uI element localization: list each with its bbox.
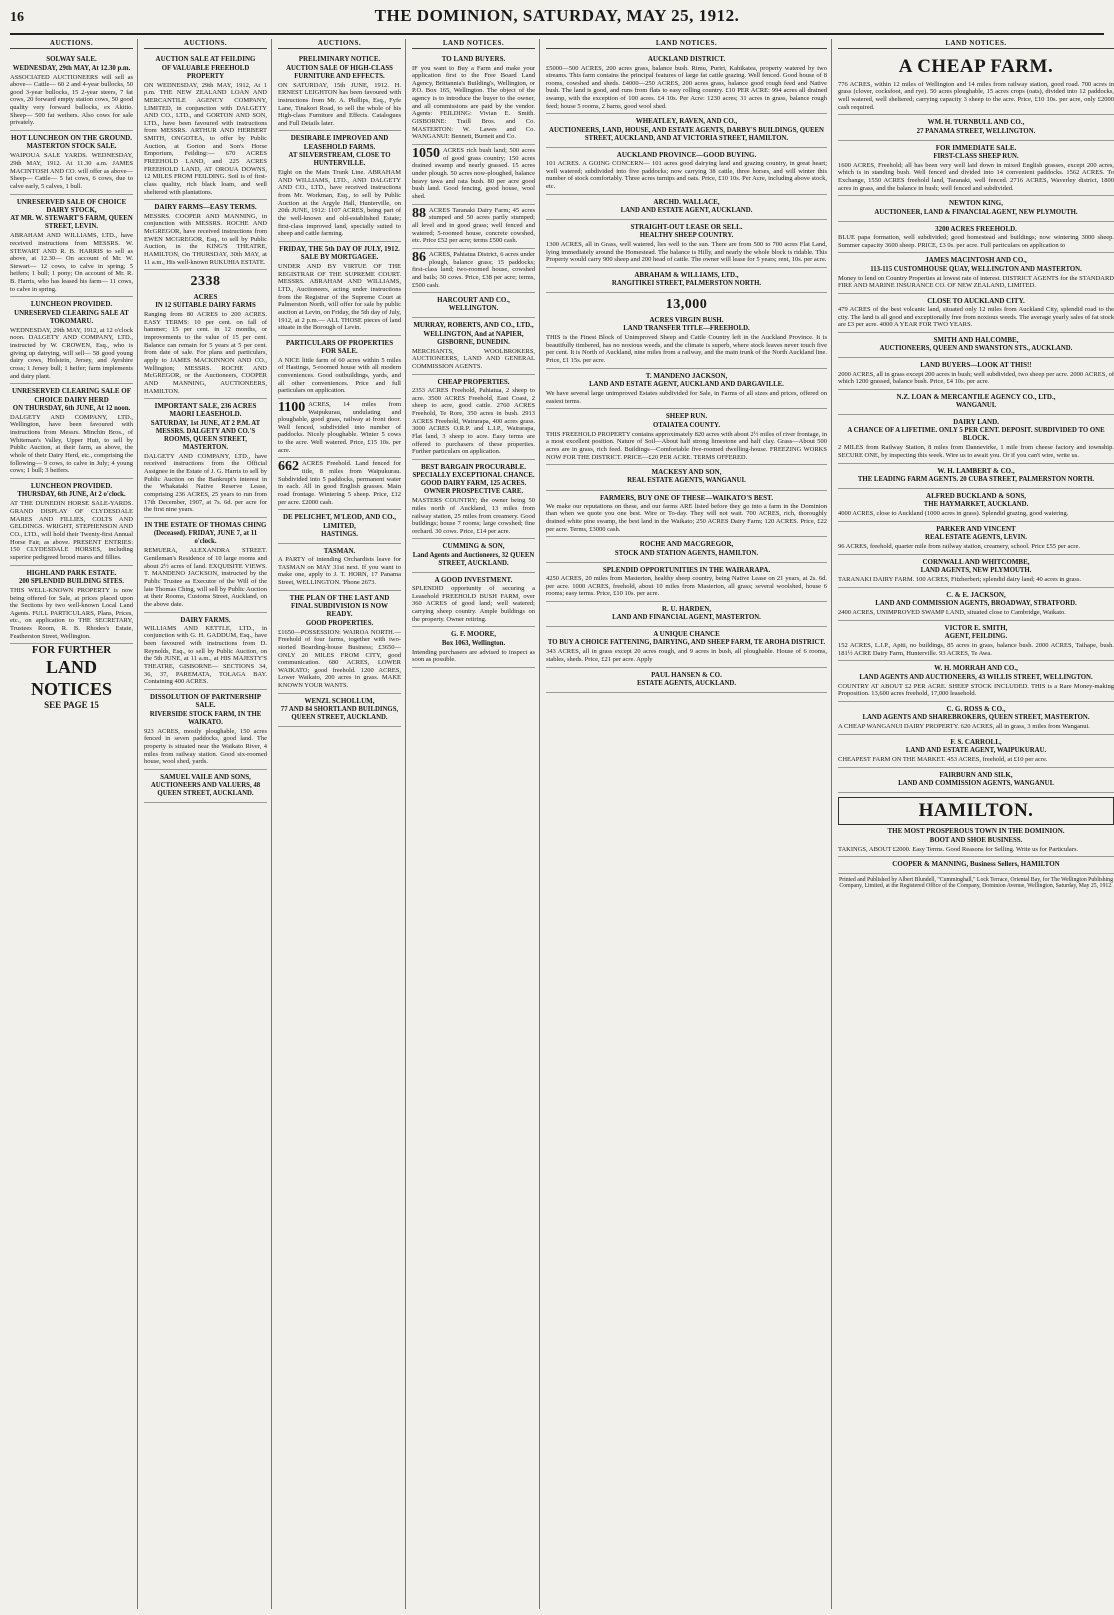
advertisement (546, 602, 827, 627)
ad-heading: COOPER & MANNING, Business Sellers, HAMILTON (892, 860, 1060, 869)
ad-subheading: REAL ESTATE AGENTS, LEVIN. (925, 534, 1027, 542)
advertisement (144, 690, 267, 770)
ad-subheading: THE HAYMARKET, AUCKLAND. (923, 501, 1029, 509)
advertisement (838, 768, 1114, 793)
ad-heading: G. F. MOORE, (450, 630, 497, 639)
ad-heading: IN THE ESTATE OF THOMAS CHING (144, 521, 267, 530)
ad-heading: TO LAND BUYERS. (441, 55, 506, 64)
ad-body-text: Intending purchasers are advised to inspect as soon as possible. (412, 648, 535, 664)
ad-body-text: UNDER AND BY VIRTUE OF THE REGISTRAR OF THE SUPREME COURT. MESSRS. ABRAHAM AND WILLIAMS, LTD., Auctioneers, acting under instructions from the Registrar of the Supreme Court at Palmerston North, will offer for sale by public auction at Levin, on Friday, the 5th day of July, 1912, at 2 p.m.— ALL THOSE pieces of land situate in the Borough of Levin. (278, 263, 401, 332)
ad-heading: WHEATLEY, RAVEN, AND CO., (635, 117, 738, 126)
column-heading: LAND NOTICES. (546, 39, 827, 49)
ad-heading: T. MANDENO JACKSON, (645, 371, 728, 380)
ad-heading: MURRAY, ROBERTS, AND CO., LTD., (413, 321, 534, 330)
ad-subheading: SATURDAY, 1st JUNE, AT 2 P.M. AT MESSRS. DALGETY AND CO.'S ROOMS, QUEEN STREET, MASTERTON. (150, 419, 261, 451)
ad-body-text: 2353 ACRES Freehold, Pahiatua, 2 sheep to acre. 3500 ACRES Freehold, East Coast, 2 sheep to acre, good cattle. 2760 ACRES Freehold, Te Rore, 350 acres in bush. 2913 ACRES Freehold, Wairarapa, 400 acres grass. 3000 ACRES O.R.P. and L.I.P., Wairarapa, Flat land, 3 sheep to acre. Easy terms are offered to purchasers of these properties. Further particulars on application. (412, 386, 535, 456)
ad-body-text: REMUERA, ALEXANDRA STREET. Gentleman's Residence of 10 large rooms and about 2½ acres of land. EXQUISITE VIEWS. T. MANDENO JACKSON, instructed by the Public Trustee as Executor of the Will of the late Thomas Ching, will sell by Public Auction at their Rooms, Customs Street, Auckland, on the above date. (144, 547, 267, 608)
ad-subheading: WEDNESDAY, 29th MAY, At 12.30 p.m. (12, 64, 131, 72)
ad-heading: PRELIMINARY NOTICE. (298, 55, 381, 64)
ad-heading: SAMUEL VAILE AND SONS, (160, 772, 251, 781)
ad-subheading: AUCTIONEER, LAND & FINANCIAL AGENT, NEW PLYMOUTH. (874, 208, 1078, 216)
ad-body-text: WEDNESDAY, 29th MAY, 1912, at 12 o'clock noon. DALGETY AND COMPANY, LTD., instructed by W. CROWEN, Esq., who is giving up dairying, will sell— 58 good young dairy cows, Holstein, Jersey, and Ayrshire cross; 1 Jersey bull; 1 heifer; farm implements and dairy plant. (10, 326, 133, 380)
advertisement (838, 621, 1114, 662)
advertisement (838, 415, 1114, 464)
ad-body-text: THIS FREEHOLD PROPERTY contains approximately 820 acres with about 2½ miles of river frontage, in a most excellent position. Nature of Soil—About half strong limestone and half clay. Grass—About 500 acres are in grass, rich feed. Buildings—Comfortable five-roomed dwelling-house. FREEZING WORKS NOW FOR THE DISTRICT. PRICE—£20 PER ACRE. TERMS OFFERED. (546, 430, 827, 461)
ad-subheading: UNRESERVED CLEARING SALE AT TOKOMARU. (14, 309, 129, 325)
ad-heading: WENZL SCHOLLUM, (304, 696, 375, 705)
ad-body-text: DALGETY AND COMPANY, LTD., Wellington, have been favoured with instructions from Messrs. Minchin Bros., of Whiteman's Valley, Upper Hutt, to sell by Public Auction, at their farm, as above, the whole of their Dairy Herd, etc., comprising the following— 9 cows, to calve in July; 4 young cows; 1 bull; 3 heifers. (10, 413, 133, 475)
ad-heading: TASMAN. (323, 546, 356, 555)
column-5 (546, 39, 832, 1609)
ad-heading: 3200 ACRES FREEHOLD. (935, 224, 1017, 233)
ad-heading: MACKESY AND SON, (651, 468, 722, 477)
advertisement (278, 694, 401, 727)
advertisement (412, 573, 535, 628)
ad-subheading: AUCTIONEERS, LAND, HOUSE, AND ESTATE AGENTS, DARBY'S BUILDINGS, QUEEN STREET, AUCKLAND, AND AT VICTORIA STREET, HAMILTON. (549, 126, 824, 142)
ad-lot-number: 1050 (412, 146, 440, 162)
ad-body-text: 776 ACRES, within 12 miles of Wellington and 14 miles from railway station, good road. 700 acres in grass (clover, cocksfoot, and rye). 50 acres ploughable, 15 acres crops (oats), divided into 12 paddocks, well watered, well sheltered; carrying capacity 3 sheep to the acre. Price, £10 10s. per acre, only £2000 cash required. (838, 80, 1114, 111)
advertisement (278, 544, 401, 591)
ad-heading: FAIRBURN AND SILK, (939, 770, 1013, 779)
advertisement (412, 318, 535, 374)
ad-body-text: ACRES Freehold. Land fenced for title, 8 miles from Waipukurau. Subdivided into 5 paddocks, permanent water in each. All in good English grasses. Main road frontage. Wintering 5 sheep. Price, £12 per acre. £2000 cash. (278, 460, 401, 506)
ad-subheading: GOOD PROPERTIES. (305, 619, 374, 627)
ad-subheading: LAND TRANSFER TITLE—FREEHOLD. (623, 325, 750, 333)
ad-body-text: Eight on the Main Trunk Line. ABRAHAM AND WILLIAMS, LTD., AND DALGETY AND CO., LTD., have received instructions from Mr. Workman, Esq., to sell by Public Auction at the Argyle Hall, Hunterville, on 20th JUNE, 1912: 1107 ACRES, being part of the well-known and old-established Estate; first-class improved land, specially suited to sheep and cattle farming. (278, 169, 401, 238)
advertisement (144, 52, 267, 200)
ad-subheading: SALE BY MORTGAGEE. (300, 254, 379, 262)
ad-heading: ARCHD. WALLACE, (653, 197, 720, 206)
ad-subheading: LAND AGENTS, NEW PLYMOUTH. (920, 567, 1032, 575)
advertisement (546, 491, 827, 538)
ad-body-text: AT THE DUNEDIN HORSE SALE-YARDS. GRAND DISPLAY OF CLYDESDALE MARES AND FILLIES, COLTS AND GELDINGS. WRIGHT, STEPHENSON AND CO., LTD., will hold their Twenty-first Annual Horse Fair, as above. PRESENT ENTRIES: 150 CLYDESDALE HORSES, including superior pedigreed brood mares and fillies. (10, 500, 133, 561)
ad-heading: AUCTION SALE AT FEILDING (155, 55, 256, 64)
advertisement (412, 249, 535, 293)
ad-subheading: WELLINGTON. (448, 305, 499, 313)
advertisement (838, 464, 1114, 489)
ad-heading: VICTOR E. SMITH, (944, 623, 1008, 632)
advertisement (412, 145, 535, 205)
column-6 (838, 39, 1114, 1609)
ad-body-text: 343 ACRES, all in grass except 20 acres rough, and 9 acres in bush, all ploughable. House of 6 rooms, stables, sheds. Price, £21 per acre. Apply (546, 648, 827, 664)
ad-body-text: WILLIAMS AND KETTLE, LTD., in conjunction with G. H. GADDUM, Esq., have been favoured with instructions from D. Reynolds, Esq., to sell by Public Auction, on the 5th JUNE, at 11 a.m., at HIS MAJESTY'S THEATRE, GISBORNE— SECTIONS 34, 36, 37, PAREMATA, TOLAGA BAY. Containing 400 ACRES. (144, 624, 267, 686)
printer-imprint: Printed and Published by Albert Blundell, "Cumminghall," Lock Terrace, Oriental Bay, for The Wellington Publishing Company, Limited, at the Registered Office of the Company, Dominion Avenue, Wellington, Saturday, May 25, 1912. (839, 876, 1113, 890)
ad-subheading: 27 PANAMA STREET, WELLINGTON. (916, 127, 1036, 135)
ad-heading: LUNCHEON PROVIDED. (30, 300, 113, 309)
ad-heading: NEWTON KING, (949, 199, 1003, 208)
further-notices-line: LAND NOTICES (30, 657, 113, 699)
advertisement (144, 270, 267, 399)
ad-body-text: 1300 ACRES, all in Grass, well watered, lies well to the sun. There are from 500 to 700 acres Flat Land, lying immediately around the Homestead. The balance is Hilly, and nearly the whole block is ridable. This Property would carry 900 sheep and 200 head of cattle. The owner will lease for 5 years; rent, 10s. per acre. (546, 241, 827, 264)
ad-subheading: AUCTIONEERS, QUEEN AND SWANSTON STS., AUCKLAND. (879, 345, 1073, 353)
advertisement (412, 52, 535, 145)
ad-body-text: 2 MILES from Railway Station, 8 miles from Dannevirke, 1 mile from cheese factory and township. SECURE ONE, by inspecting this week. Wire us to await you. Or if you can't wire, write us. (838, 444, 1114, 460)
page-title: THE DOMINION, SATURDAY, MAY 25, 1912. (374, 6, 740, 25)
ad-body-text: ACRES Taranaki Dairy Farm; 45 acres stumped and 50 acres partly stumped; all level and in good grass; well fenced and watered; 5-roomed house, concrete cowshed, etc. Price £52 per acre; terms £500 cash. (412, 206, 535, 245)
advertisement (144, 399, 267, 518)
ad-body-text: 923 ACRES, mostly ploughable, 150 acres fenced in seven paddocks, good land. The property is situated near the Waikato River, 4 miles from railway station. Good six-roomed house, wool shed, yards. (144, 727, 267, 766)
further-notices-box (10, 644, 133, 710)
ad-heading: ALFRED BUCKLAND & SONS, (926, 492, 1026, 501)
ad-subheading: IN 12 SUITABLE DAIRY FARMS (155, 301, 256, 309)
advertisement (838, 857, 1114, 873)
advertisement (546, 409, 827, 465)
ad-heading: AUCKLAND PROVINCE—GOOD BUYING. (616, 150, 757, 159)
ad-body-text: £5000—500 ACRES, 200 acres grass, balance bush. Rimu, Puriri, Kahikatea, property watered by two streams. This farm contains the principal features of large fat cattle grazing. Well fenced. Good house of 8 rooms, cowshed and sheds. £4000—250 ACRES, 200 acres grass, balance good rough feed and Native bush. The land is good, and runs from flats to easy rolling country. £10 PER ACRE: 994 acres all drained swamp, with the exception of 100 acres. £4 10s. Per Acre: 1230 acres; 31 acres in grass, balance rough feed; house 5 rooms, 2 barns, good wool shed. (546, 64, 827, 110)
ad-body-text: 96 ACRES, freehold, quarter mile from railway station, creamery, school. Price £55 per acre. (838, 543, 1080, 551)
ad-body-text: A NICE little farm of 60 acres within 5 miles of Hastings, 5-roomed house with all modern conveniences. Good outbuildings, yards, and all other conveniences. Price and full particulars on application. (278, 356, 401, 395)
advertisement (10, 566, 133, 645)
ad-heading: LAND BUYERS—LOOK AT THIS!! (920, 361, 1032, 370)
advertisement (838, 333, 1114, 358)
ad-subheading: OTAIATEA COUNTY. (652, 421, 721, 429)
advertisement (10, 195, 133, 298)
ad-subheading: BOOT AND SHOE BUSINESS. (929, 836, 1023, 844)
ad-subheading: HEALTHY SHEEP COUNTRY. (639, 232, 734, 240)
ad-subheading: LAND AND ESTATE AGENT, AUCKLAND AND DARGAVILLE. (589, 381, 784, 389)
advertisement (278, 458, 401, 510)
ad-body-text: COUNTRY AT ABOUT £2 PER ACRE. SHEEP STOCK INCLUDED. THIS is a Rare Money-making Proposition. 13,600 acres freehold, 17,000 leasehold. (838, 682, 1114, 698)
ad-body-text: We have several large unimproved Estates subdivided for Sale, in Farms of all sizes and prices, offered on easiest terms. (546, 390, 827, 405)
ad-heading: UNRESERVED CLEARING SALE OF CHOICE DAIRY HERD (12, 387, 131, 404)
advertisement (546, 52, 827, 114)
ad-heading: DAIRY LAND. (953, 418, 999, 427)
ad-heading: R. U. HARDEN, (661, 604, 712, 613)
ad-body-text: THIS is the Finest Block of Unimproved Sheep and Cattle Country left in the Auckland Province. It is beautifully timbered, has no noxious weeds, and the climate is superb, where stock leaves never touch five per cent. It is North of Auckland, nine miles from a railway, and the main trunk of the North Auckland line. Price, £1 15s. per acre. (546, 334, 827, 365)
column-heading: AUCTIONS. (10, 39, 133, 49)
ad-heading: PAUL HANSEN & CO. (651, 670, 722, 679)
ad-heading: F. S. CARROLL, (950, 737, 1002, 746)
ad-heading: DAIRY FARMS—EASY TERMS. (154, 203, 257, 212)
ad-body-text: ACRES, Pahiatua District, 6 acres under plough, balance grass; 15 paddocks; first-class land; two-roomed house, cowshed and bails; 30 cows. Price, £38 per acre; terms, £500 cash. (412, 250, 535, 289)
advertisement (10, 384, 133, 479)
ad-heading: WM. H. TURNBULL AND CO., (927, 118, 1025, 127)
ad-body-text: MERCHANTS, WOOLBROKERS, AUCTIONEERS, LAND AND GENERAL COMMISSION AGENTS. (412, 347, 535, 371)
ad-subheading: THE LEADING FARM AGENTS. 20 CUBA STREET, PALMERSTON NORTH. (857, 476, 1095, 483)
ad-heading: DESIRABLE IMPROVED AND LEASEHOLD FARMS. (290, 134, 389, 151)
ad-heading: UNRESERVED SALE OF CHOICE DAIRY STOCK, (16, 197, 127, 214)
ad-subheading: A CHANCE OF A LIFETIME. ONLY 5 PER CENT. DEPOSIT. SUBDIVIDED TO ONE BLOCK. (847, 427, 1105, 443)
ad-body-text: We make our reputations on these, and our farms ARE listed before they go into a farm in the Dominion than when we quote you one best. Wire or To-day. They will not wait. 700 ACRES, rich, thoroughly drained white pine swamp, the best land in the Waikato; 250 ACRES Dairy Farm; 120 ACRES. Price, £22 per acre. Terms, £3000 cash. (546, 502, 827, 533)
ad-subheading: ON THURSDAY, 6th JUNE, At 12 noon. (12, 404, 131, 412)
ad-body-text: 152 ACRES, L.I.P., Apiti, no buildings, 85 acres in grass, balance bush. 2000 ACRES, Taihape, bush. 181½ ACRE Dairy Farm, Hunterville. 93 ACRES, Te Awa. (838, 641, 1114, 657)
ad-subheading: RIVERSIDE STOCK FARM, IN THE WAIKATO. (149, 710, 262, 726)
advertisement (278, 399, 401, 459)
ad-subheading: LAND AND COMMISSION AGENTS, BROADWAY, STRATFORD. (875, 600, 1077, 608)
ad-subheading: ESTATE AGENTS, AUCKLAND. (636, 679, 737, 687)
ad-body-text: ON SATURDAY, 15th JUNE, 1912. H. ERNEST LEIGHTON has been favoured with instructions from Mr. A. Phillips, Esq., Fyfe Lane, Tinakori Road, to sell the whole of his High-class Furniture and Effects. Catalogues and Full Details later. (278, 81, 401, 127)
ad-heading: W. H. MORRAH AND CO., (934, 664, 1018, 673)
advertisement (546, 148, 827, 195)
ad-lot-number: 88 (412, 205, 426, 221)
ad-heading: ACRES VIRGIN BUSH. (649, 315, 724, 324)
ad-body-text: 4000 ACRES, close to Auckland (1000 acres in grass). Splendid grazing, good watering. (838, 510, 1069, 518)
advertisement (144, 200, 267, 270)
ad-heading: FARMERS, BUY ONE OF THESE—WAIKATO'S BEST. (600, 493, 773, 502)
ad-subheading: LAND AND ESTATE AGENT, WAIPUKURAU. (905, 747, 1047, 755)
advertisement (838, 522, 1114, 555)
advertisement (838, 222, 1114, 254)
ad-body-text: 479 ACRES of the best volcanic land, situated only 12 miles from Auckland City, splendid road to the city. The land is all good and exceptionally free from noxious weeds. The average yearly sales of fat stock are £3 per acre. 4000 A YEAR FOR TWO YEARS. (838, 306, 1114, 329)
ad-body-text: ON WEDNESDAY, 29th MAY, 1912, At 1 p.m. THE NEW ZEALAND LOAN AND MERCANTILE AGENCY COMPANY, LIMITED, in conjunction with DALGETY AND CO., LTD., and GORTON AND SON, LTD., have been favoured with instructions from MESSRS. ARTHUR AND HERBERT SMITH, ONGOTEA, to offer by Public Auction, at Gorton and Son's Horse Emporium, Feilding:— 670 ACRES FREEHOLD LAND, and 225 ACRES FREEHOLD LAND, AT OROUA DOWNS, 12 MILES FROM FEILDING. Soil is of first-class quality, rich black loam, and well sheltered with plantations. (144, 81, 267, 196)
ad-body-text: 2400 ACRES, UNIMPROVED SWAMP LAND, situated close to Cambridge, Waikato. (838, 609, 1066, 617)
ad-heading: ROCHE AND MACGREGOR, (639, 540, 734, 549)
advertisement (10, 479, 133, 566)
ad-subheading: FIRST-CLASS SHEEP RUN. (933, 152, 1019, 160)
advertisement (412, 293, 535, 318)
ad-heading: DISSOLUTION OF PARTNERSHIP SALE. (150, 693, 261, 710)
ad-lot-number: 86 (412, 249, 426, 265)
advertisement (278, 242, 401, 336)
ad-subheading: TO BUY A CHOICE FATTENING, DAIRYING, AND SHEEP FARM, TE AROHA DISTRICT. (547, 639, 826, 647)
column-heading: AUCTIONS. (278, 39, 401, 49)
column-4 (412, 39, 540, 1609)
advertisement (838, 358, 1114, 390)
advertisement (278, 52, 401, 131)
ad-heading: IMPORTANT SALE, 236 ACRES MAORI LEASEHOLD. (154, 402, 257, 419)
ad-subheading: REAL ESTATE AGENTS, WANGANUI. (627, 477, 746, 485)
advertisement (278, 591, 401, 694)
ad-subheading: LAND AND ESTATE AGENT, AUCKLAND. (620, 206, 753, 214)
advertisement (10, 297, 133, 384)
advertisement (838, 196, 1114, 221)
column-1 (10, 39, 138, 1609)
ad-heading: ABRAHAM & WILLIAMS, LTD., (634, 271, 739, 280)
masthead (10, 6, 1104, 35)
ad-subheading: RANGITIKEI STREET, PALMERSTON NORTH. (611, 280, 762, 288)
advertisement (838, 52, 1114, 115)
advertisement (412, 627, 535, 668)
ad-heading: CHEAP PROPERTIES. (437, 377, 510, 386)
advertisement (546, 268, 827, 293)
ad-heading: SMITH AND HALCOMBE, (933, 336, 1019, 345)
town-banner: HAMILTON. (838, 797, 1114, 825)
ad-heading: C. & E. JACKSON, (946, 590, 1006, 599)
advertisement (546, 563, 827, 602)
ad-subheading: MASTERTON STOCK SALE. (26, 143, 117, 151)
ad-heading: FOR IMMEDIATE SALE. (935, 143, 1017, 152)
ad-body-text: THIS WELL-KNOWN PROPERTY is now being offered for Sale, at prices placed upon the Sections by two well-known Local Land Agents. FULL PARTICULARS, Plans, Prices, etc., on application to THE SECRETARY, Trustees Room, R. B. Rhodes's Estate, Featherston Street, Wellington. (10, 586, 133, 640)
advertisement (546, 220, 827, 268)
ad-heading: SHEEP RUN. (665, 412, 708, 421)
advertisement (546, 114, 827, 147)
ad-heading: C. G. ROSS & CO., (946, 704, 1006, 713)
ad-heading: DE PELICHET, M'LEOD, AND CO., LIMITED, (282, 513, 397, 530)
column-heading: LAND NOTICES. (412, 39, 535, 49)
advertisement (546, 195, 827, 220)
ad-body-text: 4250 ACRES, 20 miles from Masterton, healthy sheep country, being Native Lease on 21 years, at 2s. 6d. per acre. 1000 ACRES, freehold, about 10 miles from Masterton, all grass; several woolshed, house 6 rooms; easy terms. Price, £10 10s. per acre. (546, 574, 827, 598)
ad-body-text: 2000 ACRES, all in grass except 200 acres in bush; well subdivided, two sheep per acre. 2000 ACRES, of which 1200 grassed, balance bush. Price, £4 10s. per acre. (838, 370, 1114, 386)
ad-body-text: 101 ACRES. A GOING CONCERN— 101 acres good dairying land and grazing country, in great heart; well watered; subdivided into five paddocks; now carrying 38 cattle, three horses, and will winter this number of stock comfortably. Three acres turnips and oats. Price, £10 10s. Per Acre, including above stock, etc. (546, 159, 827, 190)
advertisement (412, 460, 535, 540)
advertisement (838, 489, 1114, 522)
ad-body-text: ABRAHAM AND WILLIAMS, LTD., have received instructions from MESSRS. W. STEWART AND R. B. HARRIS to sell as above, at 12.30— On account of Mr. W. Stewart— 12 cows, to calve in spring; 5 heifers; 1 bull; 1 pony; On account of Mr. R. B. Harris, who has leased his farm— 11 cows, to calve in spring. (10, 232, 133, 293)
column-heading: AUCTIONS. (144, 39, 267, 49)
ad-subheading: LAND AGENTS AND AUCTIONEERS, 43 WILLIS STREET, WELLINGTON. (859, 673, 1093, 681)
ad-subheading: OF VALUABLE FREEHOLD PROPERTY (161, 64, 250, 80)
advertisement (412, 205, 535, 249)
advertisement (838, 661, 1114, 702)
further-notices-line: FOR FURTHER (31, 644, 112, 657)
ad-heading: N.Z. LOAN & MERCANTILE AGENCY CO., LTD., (896, 392, 1056, 401)
ad-heading: HOT LUNCHEON ON THE GROUND. (11, 134, 132, 143)
ad-body-text: A CHEAP WANGANUI DAIRY PROPERTY. 620 ACRES, all in grass, 3 miles from Wanganui. (838, 723, 1090, 731)
ad-subheading: 200 SPLENDID BUILDING SITES. (18, 577, 124, 585)
ad-body-text: BLUE papa formation, well subdivided; good homestead and buildings; now wintering 3000 sheep. Summer capacity 3600 sheep. PRICE, £3 0s. per acre. Full particulars on application to (838, 233, 1114, 249)
ad-subheading: LAND AGENTS AND SHAREBROKERS, QUEEN STREET, MASTERTON. (862, 714, 1090, 722)
ad-heading: HIGHLAND PARK ESTATE. (26, 568, 117, 577)
advertisement (838, 702, 1114, 735)
ad-subheading: HASTINGS. (321, 530, 358, 538)
ad-subheading: 113-115 CUSTOMHOUSE QUAY, WELLINGTON AND MASTERTON. (870, 265, 1082, 273)
advertisement (838, 390, 1114, 415)
advertisement (144, 518, 267, 613)
advertisement (278, 510, 401, 544)
ad-subheading: 77 AND 84 SHORTLAND BUILDINGS, QUEEN STREET, AUCKLAND. (280, 706, 399, 722)
advertisement (546, 537, 827, 562)
ad-subheading: AUCTIONEERS AND VALUERS, 48 QUEEN STREET, AUCKLAND. (150, 782, 261, 798)
advertisement (838, 555, 1114, 588)
ad-subheading: STOCK AND STATION AGENTS, HAMILTON. (614, 549, 759, 557)
ad-heading: JAMES MACINTOSH AND CO., (925, 256, 1027, 265)
ad-body-text: Money to lend on Country Properties at lowest rate of interest. DISTRICT AGENTS for the STANDARD FIRE AND MARINE INSURANCE CO. OF NEW ZEALAND, LIMITED. (838, 274, 1114, 290)
ad-heading: AUCKLAND DISTRICT. (647, 55, 726, 64)
ad-body-text: IF you want to Buy a Farm and make your application first to the Free Board Land Agency, Brittannia's Building's, Wellington, or P.O. Box 165, Wellington. The object of the agency is to introduce the buyer to the owner, and all commissions are paid by the vendor. Agents: FEILDING: Vivian E. Smith. GISBORNE: Traill Bros. and Co. MASTERTON: W. Lawes and Co. WANGANUI: Bennett, Burnett and Co. (412, 64, 535, 141)
ad-body-text: DALGETY AND COMPANY, LTD., have received instructions from the Official Assignee in the Estate of J. G. Harris to sell by Public Auction on the Bankrupt's interest in the Whakataki Native Reserve Lease, comprising 236 ACRES, 25 years to run from 17th December, 1907, at 7s. 6d. per acre for the first nine years. (144, 452, 267, 514)
advertisement (546, 668, 827, 693)
advertisement (838, 115, 1114, 140)
ad-body-text: £1650—POSSESSION: WAIROA NORTH.—Freehold of four farms, together with two-storied Boarding-house Business; £3650—ONLY 20 MILES FROM CITY, good communication. 680 ACRES, LOWER WAIKATO; good freehold. 1200 ACRES, Lower Waikato, 200 acres in grass. MAKE KNOWN YOUR WANTS. (278, 628, 401, 690)
ad-body-text: MESSRS. COOPER AND MANNING, in conjunction with MESSRS. ROCHE AND McGREGOR, have received instructions from EWEN MCGREGOR, Esq., to sell by Public Auction, in the KING'S THEATRE, HAMILTON, On THURSDAY, 30th MAY, at 11 a.m., His well-known RUKUHIA ESTATE. (144, 212, 267, 266)
ad-heading: STRAIGHT-OUT LEASE OR SELL. (630, 222, 743, 231)
advertisement (412, 539, 535, 572)
ad-body-text: ACRES, 14 miles from Waipukurau, undulating and ploughable, good grass, railway at front door. Well fenced, subdivided into number of paddocks. Nicely ploughable. Winter 5 cows to the acre. Well watered. Price, £15 10s. per acre. (278, 400, 401, 454)
column-3 (278, 39, 406, 1609)
ad-subheading: SPECIALLY EXCEPTIONAL CHANCE. GOOD DAIRY FARM, 125 ACRES. OWNER PROSPECTIVE CARE. (412, 472, 535, 496)
advertisement (546, 627, 827, 668)
ad-body-text: 1600 ACRES, Freehold; all has been very well laid down in mixed English grasses, except 200 acres, which is in standing bush. Well fenced and divided into 14 convenient paddocks. 1562 ACRES. To Exchange, 1550 ACRES freehold land, Taranaki, well fenced. 2716 ACRES, Waverley district, 1800 acres in grass, and the balance in bush; well fenced and subdivided. (838, 161, 1114, 192)
ad-heading: CORNWALL AND WHITCOMBE, (922, 557, 1030, 566)
advertisement (838, 141, 1114, 197)
ad-body-text: Ranging from 80 ACRES to 200 ACRES. EASY TERMS: 10 per cent. on fall of hammer; 15 per cent. in 12 months, or improvements to the value of 15 per cent. Balance can remain for 5 years at 5 per cent. from date of sale. For plans and particulars, apply to JAMES MACKINNON AND CO., Wellington; MESSRS. ROCHE AND McGREGOR, or the Auctioneers, COOPER AND MANNING, AUCTIONEERS, HAMILTON. (144, 311, 267, 395)
ad-subheading: AT SILVERSTREAM, CLOSE TO HUNTERVILLE. (288, 151, 391, 167)
ad-heading: THE MOST PROSPEROUS TOWN IN THE DOMINION. (887, 827, 1065, 836)
ad-subheading: AGENT, FEILDING. (944, 632, 1008, 640)
ad-body-text: TAKINGS, ABOUT £2000. Easy Terms. Good Reasons for Selling. Write us for Particulars. (838, 845, 1079, 853)
advertisement (278, 131, 401, 241)
advertisement (278, 336, 401, 399)
advertisement (838, 588, 1114, 621)
ad-body-text: A PARTY of intending Orchardists leave for TASMAN on MAY 31st next. If you want to make one, apply to J. T. HORN, 17 Panama Street, WELLINGTON. 'Phone 2673. (278, 556, 401, 587)
column-2 (144, 39, 272, 1609)
ad-body-text: ACRES rich bush land; 500 acres of good grass country; 150 acres drained swamp and nearly grassed. 15 acres under plough. 50 acres now-ploughed, balance heavy tawa and rata bush. 80 per acre good bush land. Good fencing, good house, wool shed. (412, 147, 535, 200)
advertisement (838, 793, 1114, 857)
ad-body-text: TARANAKI DAIRY FARM. 100 ACRES, Fitzherbert; splendid dairy land; 40 acres in grass. (838, 576, 1082, 584)
ad-subheading: WANGANUI. (955, 402, 997, 410)
ad-heading: FRIDAY, THE 5th DAY OF JULY, 1912. (279, 244, 400, 253)
ad-acreage-figure: 13,000 (665, 297, 708, 313)
further-notices-line: SEE PAGE 15 (44, 699, 99, 710)
page-number: 16 (10, 10, 24, 25)
ad-subheading: AUCTION SALE OF HIGH-CLASS FURNITURE AND EFFECTS. (286, 64, 393, 80)
ad-display-heading: A CHEAP FARM. (898, 56, 1054, 78)
ad-subheading: Land Agents and Auctioneers, 32 QUEEN STREET, AUCKLAND. (412, 551, 535, 567)
ad-heading: ACRES (193, 292, 218, 301)
ad-subheading: LAND AND COMMISSION AGENTS, WANGANUI. (898, 779, 1054, 787)
ad-heading: LUNCHEON PROVIDED. (30, 482, 113, 491)
ad-heading: SOLWAY SALE. (46, 55, 97, 64)
ad-heading: THE PLAN OF THE LAST AND FINAL SUBDIVISION IS NOW READY. (289, 593, 390, 619)
ad-subheading: WELLINGTON, And at NAPIER, GISBORNE, DUNEDIN. (423, 330, 524, 346)
advertisement (412, 375, 535, 460)
ad-heading: PARKER AND VINCENT (936, 524, 1016, 533)
advertisement (546, 293, 827, 368)
ad-heading: CUMMING & SON, (442, 542, 505, 551)
advertisement (838, 253, 1114, 294)
ad-body-text: SPLENDID opportunity of securing a Leasehold FREEHOLD BUSH FARM, over 360 ACRES of good land; well watered; carrying sheep country. Ample buildings on the property. Owner retiring. (412, 585, 535, 623)
column-heading: LAND NOTICES. (838, 39, 1114, 49)
ad-subheading: (Deceased). FRIDAY, JUNE 7, at 11 o'clock. (153, 530, 258, 546)
advertisement (144, 770, 267, 803)
ad-heading: CLOSE TO AUCKLAND CITY. (927, 296, 1025, 305)
advertisement (838, 294, 1114, 333)
ad-heading: BEST BARGAIN PROCURABLE. (420, 462, 527, 471)
advertisement (546, 369, 827, 410)
ad-heading: SPLENDID OPPORTUNITIES IN THE WAIRARAPA. (602, 565, 771, 574)
advertisement (144, 613, 267, 691)
ad-subheading: Box 1063, Wellington. (441, 639, 506, 647)
columns-container (10, 39, 1114, 1609)
ad-subheading: LAND AND FINANCIAL AGENT, MASTERTON. (612, 614, 761, 622)
ad-heading: A GOOD INVESTMENT. (434, 575, 513, 584)
ad-body-text: ASSOCIATED AUCTIONEERS will sell as above— Cattle— 60 2 and 4-year bullocks, 50 good 3-year bullocks, 15 2-year steers, 7 fat cows, 20 forward empty station cows, 50 good quality very forward bullocks, ex Akitio. Sheep— 500 fat wethers. Also cows for sale privately. (10, 73, 133, 127)
ad-body-text: WAIPOUA SALE YARDS. WEDNESDAY, 29th MAY, 1912. At 11.30 a.m. JAMES MACINTOSH AND CO. will offer as above— Sheep— Cattle— 5 fat cows, 6 cows, due to calve early, 5 calves, 1 bull. (10, 152, 133, 190)
ad-acreage-figure: 2338 (190, 274, 221, 290)
advertisement (10, 131, 133, 195)
ad-body-text: MASTERS COUNTRY; the owner being 50 miles north of Auckland, 13 miles from railway station, 25 miles from creamery. Good buildings; house 7 rooms; large cowshed; fine orchard. 30 cows. Price, £14 per acre. (412, 497, 535, 535)
ad-heading: W. H. LAMBERT & CO., (937, 466, 1015, 475)
advertisement (838, 735, 1114, 768)
ad-body-text: CHEAPEST FARM ON THE MARKET. 453 ACRES, freehold, at £10 per acre. (838, 756, 1048, 764)
ad-heading: PARTICULARS OF PROPERTIES FOR SALE. (285, 339, 394, 356)
ad-subheading: THURSDAY, 6th JUNE, At 2 o'clock. (17, 491, 126, 499)
ad-heading: DAIRY FARMS. (180, 615, 231, 624)
ad-lot-number: 662 (278, 459, 299, 475)
advertisement (546, 465, 827, 490)
advertisement (10, 52, 133, 131)
ad-heading: A UNIQUE CHANCE (653, 630, 720, 639)
ad-subheading: AT MR. W. STEWART'S FARM, QUEEN STREET, LEVIN. (10, 215, 133, 231)
ad-heading: HARCOURT AND CO., (437, 296, 510, 305)
ad-lot-number: 1100 (278, 399, 306, 415)
